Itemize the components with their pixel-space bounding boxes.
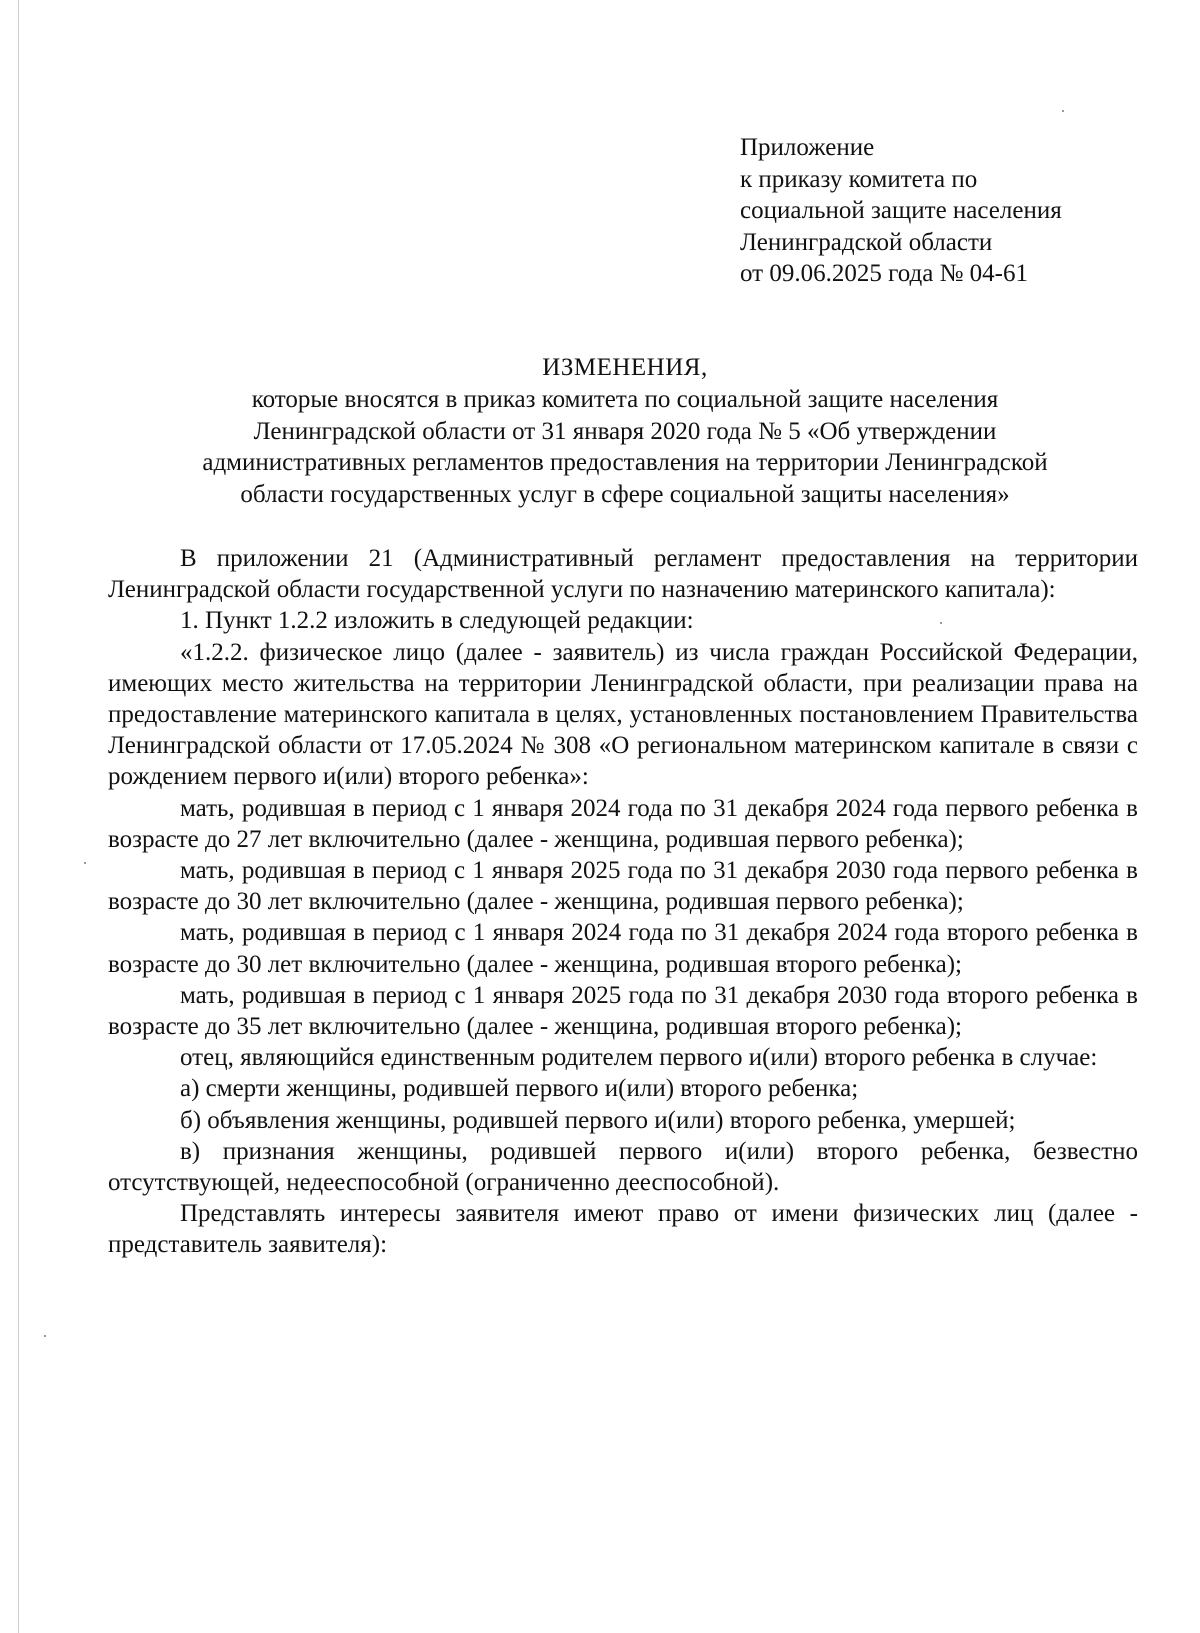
scan-speck <box>1062 110 1064 112</box>
scan-speck <box>44 1335 46 1337</box>
scan-speck <box>940 622 942 624</box>
addendum-line: Ленинградской области <box>740 228 993 256</box>
paragraph: В приложении 21 (Административный регламент предоставления на территории Ленинградской области государственной услуги по назначению материнского капитала): <box>108 545 1138 604</box>
addendum-line: от 09.06.2025 года № 04-61 <box>740 260 1029 287</box>
subtitle-line: области государственных услуг в сфере социальной защиты населения» <box>240 480 1010 508</box>
paragraph: мать, родившая в период с 1 января 2024 года по 31 декабря 2024 года первого ребенка в возрасте до 27 лет включительно (далее - женщина, родившая первого ребенка); <box>108 794 1138 853</box>
subtitle-line: административных регламентов предоставления на территории Ленинградской <box>202 449 1048 476</box>
paragraph: а) смерти женщины, родившей первого и(или) второго ребенка; <box>180 1075 859 1103</box>
addendum-line: к приказу комитета по <box>740 165 978 193</box>
paragraph: «1.2.2. физическое лицо (далее - заявитель) из числа граждан Российской Федерации, имеющих место жительства на территории Ленинградской области, при реализации права на предоставление материнского капитала в целях, установленных постановлением Правительства Ленинградской области от 17.05.2024 № 308 «О региональном материнском капитале в связи с рождением первого и(или) второго ребенка»: <box>108 638 1138 791</box>
subtitle-line: которые вносятся в приказ комитета по социальной защите населения <box>251 386 999 413</box>
subtitle-line: Ленинградской области от 31 января 2020 года № 5 «Об утверждении <box>253 417 997 445</box>
addendum-block <box>740 132 1062 290</box>
document-subtitle <box>130 384 1120 510</box>
paragraph: мать, родившая в период с 1 января 2025 года по 31 декабря 2030 года первого ребенка в возрасте до 30 лет включительно (далее - женщина, родившая первого ребенка); <box>108 857 1138 916</box>
addendum-line: социальной защите населения <box>740 197 1062 224</box>
paragraph: отец, являющийся единственным родителем первого и(или) второго ребенка в случае: <box>180 1044 1098 1072</box>
addendum-line: Приложение <box>740 134 875 161</box>
scan-edge-line <box>18 0 19 1633</box>
paragraph: в) признания женщины, родившей первого и(или) второго ребенка, безвестно отсутствующей, недееспособной (ограниченно дееспособной). <box>108 1137 1138 1197</box>
scan-speck <box>84 862 86 864</box>
paragraph: 1. Пункт 1.2.2 изложить в следующей редакции: <box>180 607 694 635</box>
paragraph: мать, родившая в период с 1 января 2025 года по 31 декабря 2030 года второго ребенка в возрасте до 35 лет включительно (далее - женщина, родившая второго ребенка); <box>108 981 1138 1041</box>
paragraph: б) объявления женщины, родившей первого и(или) второго ребенка, умершей; <box>180 1106 1016 1134</box>
paragraph: Представлять интересы заявителя имеют право от имени физических лиц (далее - представитель заявителя): <box>108 1200 1138 1259</box>
document-body <box>108 543 1138 1261</box>
document-title: ИЗМЕНЕНИЯ, <box>542 354 708 381</box>
paragraph: мать, родившая в период с 1 января 2024 года по 31 декабря 2024 года второго ребенка в возрасте до 30 лет включительно (далее - женщина, родившая второго ребенка); <box>108 919 1138 978</box>
